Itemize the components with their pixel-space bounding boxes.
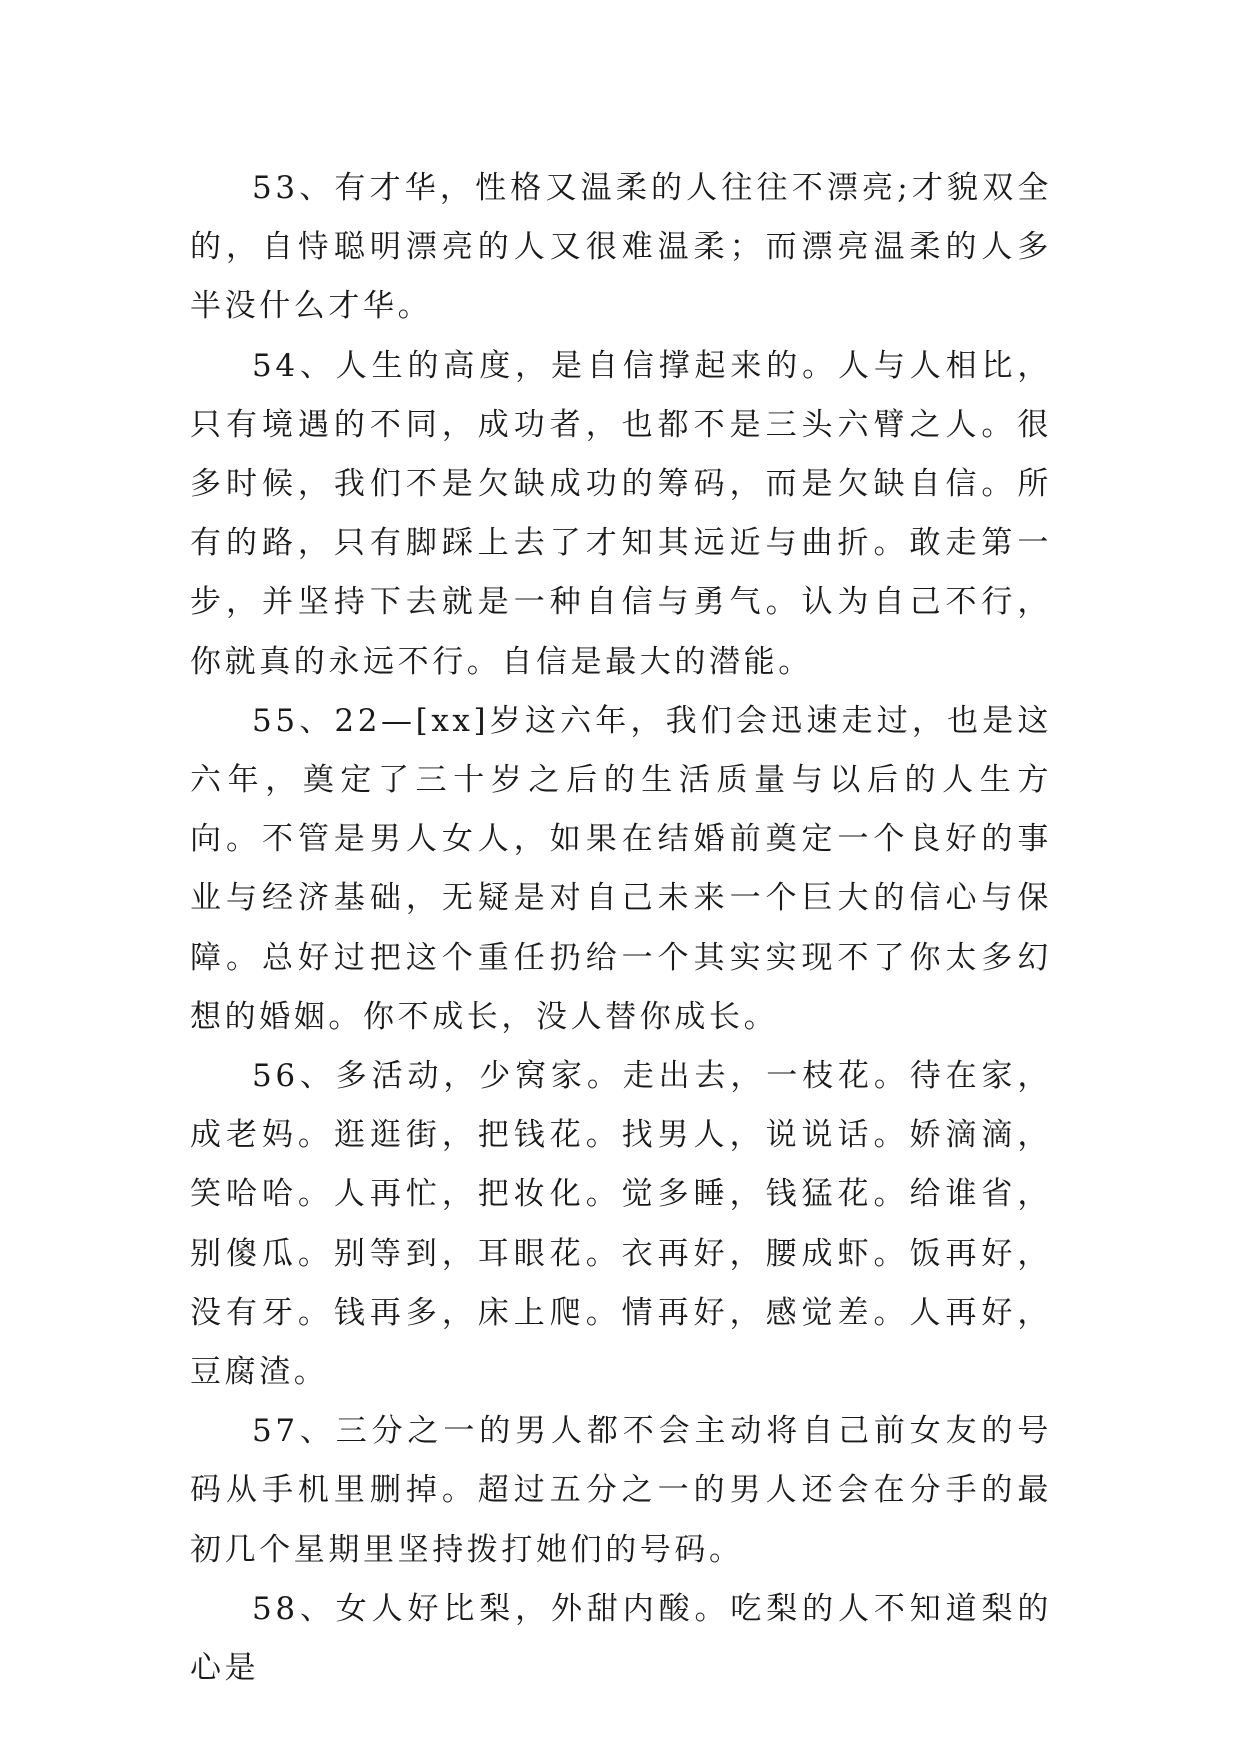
document-body bbox=[190, 159, 1052, 1698]
paragraph-57: 57、三分之一的男人都不会主动将自己前女友的号码从手机里删掉。超过五分之一的男人还会在分手的最初几个星期里坚持拨打她们的号码。 bbox=[190, 1413, 1052, 1568]
paragraph-55: 55、22—[xx]岁这六年，我们会迅速走过，也是这六年，奠定了三十岁之后的生活质量与以后的人生方向。不管是男人女人，如果在结婚前奠定一个良好的事业与经济基础，无疑是对自己未来一个巨大的信心与保障。总好过把这个重任扔给一个其实实现不了你太多幻想的婚姻。你不成长，没人替你成长。 bbox=[190, 702, 1052, 1035]
paragraph-54: 54、人生的高度，是自信撑起来的。人与人相比，只有境遇的不同，成功者，也都不是三头六臂之人。很多时候，我们不是欠缺成功的筹码，而是欠缺自信。所有的路，只有脚踩上去了才知其远近与曲折。敢走第一步，并坚持下去就是一种自信与勇气。认为自己不行，你就真的永远不行。自信是最大的潜能。 bbox=[190, 347, 1052, 680]
paragraph-53: 53、有才华，性格又温柔的人往往不漂亮;才貌双全的，自恃聪明漂亮的人又很难温柔；而漂亮温柔的人多半没什么才华。 bbox=[190, 170, 1052, 325]
paragraph-56: 56、多活动，少窝家。走出去，一枝花。待在家，成老妈。逛逛街，把钱花。找男人，说说话。娇滴滴，笑哈哈。人再忙，把妆化。觉多睡，钱猛花。给谁省，别傻瓜。别等到，耳眼花。衣再好，腰成虾。饭再好，没有牙。钱再多，床上爬。情再好，感觉差。人再好，豆腐渣。 bbox=[190, 1058, 1052, 1391]
paragraph-58: 58、女人好比梨，外甜内酸。吃梨的人不知道梨的心是 bbox=[190, 1590, 1052, 1687]
